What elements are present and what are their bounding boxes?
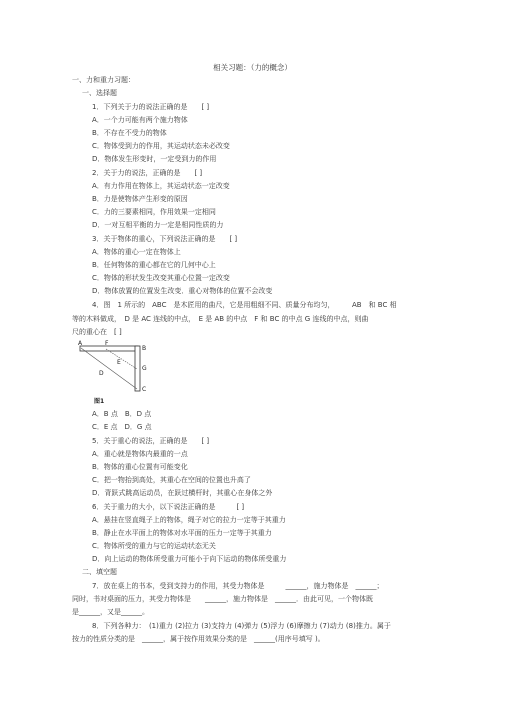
option-text: B．力是使物体产生形变的原因	[92, 195, 188, 203]
label-e: E	[117, 359, 121, 366]
section-heading: 一、力和重力习题：	[72, 76, 135, 84]
option-text: B．静止在水平面上的物体对水平面的压力一定等于其重力	[92, 529, 272, 537]
option-text: A．有力作用在物体上，其运动状态一定改变	[92, 182, 230, 190]
question-2: 2．关于力的说法，正确的是 [ ]	[92, 169, 203, 177]
label-b: B	[142, 345, 147, 352]
question-3: 3．关于物体的重心，下列说法正确的是 [ ]	[92, 235, 238, 243]
question-7: 7．放在桌上的书本，受到支持力的作用，其受力物体是 ______，施力物体是 ______；	[92, 582, 384, 590]
option-text: A．B 点 B．D 点	[92, 410, 152, 418]
question-1: 1．下列关于力的说法正确的是 [ ]	[92, 103, 210, 111]
question-5: 5．关于重心的说法，正确的是 [ ]	[92, 437, 210, 445]
question-6: 6．关于重力的大小，以下说法正确的是 [ ]	[92, 503, 245, 511]
option-text: B．物体的重心位置有可能变化	[92, 463, 188, 471]
option-text: A．重心就是物体内最重的一点	[92, 450, 188, 458]
option-text: C．物体所受的重力与它的运动状态无关	[92, 542, 216, 550]
option-text: D．一对互相平衡的力一定是相同性质的力	[92, 221, 224, 229]
option-text: A．一个力可能有两个施力物体	[92, 116, 188, 124]
label-d: D	[99, 370, 104, 377]
question-8-text: 按力的性质分类的是 ______，属于按作用效果分类的是 ______(用序号填写 )。	[72, 635, 325, 643]
option-text: A．悬挂在竖直绳子上的物体，绳子对它的拉力一定等于其重力	[92, 516, 286, 524]
label-f: F	[105, 340, 109, 347]
subsection-heading: 二、填空题	[82, 568, 117, 576]
option-text: A．物体的重心一定在物体上	[92, 248, 181, 256]
option-text: D．物体发生形变时，一定受到力的作用	[92, 155, 217, 163]
option-text: C．物体的形状发生改变其重心位置一定改变	[92, 274, 230, 282]
label-c: C	[142, 386, 147, 393]
option-text: D．向上运动的物体所受重力可能小于向下运动的物体所受重力	[92, 555, 287, 563]
line-ac	[81, 348, 137, 389]
option-text: D．背跃式跳高运动员，在跃过横杆时，其重心在身体之外	[92, 489, 273, 497]
page-title: 相关习题：（力的概念）	[213, 63, 292, 72]
option-text: C．力的三要素相同，作用效果一定相同	[92, 208, 216, 216]
ruler-arm-ab	[80, 346, 138, 351]
question-4: 4．图 1 所示的 ABC 是木匠用的曲尺，它是用粗细不同、质量分布均匀， AB 和 BC 相	[92, 301, 397, 309]
question-7-text: 是______，又是______。	[72, 608, 149, 616]
question-4-text: 等的木料做成， D 是 AC 连线的中点， E 是 AB 的中点 F 和 BC 的中点 G 连线的中点，则曲	[72, 315, 369, 323]
option-text: C．物体受到力的作用，其运动状态未必改变	[92, 142, 230, 150]
line-fg	[106, 349, 137, 369]
label-a: A	[78, 340, 83, 347]
label-g: G	[142, 365, 147, 372]
option-text: C．把一物抬到高处，其重心在空间的位置也升高了	[92, 476, 251, 484]
figure-caption: 图1	[94, 398, 105, 405]
option-text: B．任何物体的重心都在它的几何中心上	[92, 261, 216, 269]
option-text: C．E 点 D．G 点	[92, 423, 152, 431]
option-text: D．物体放置的位置发生改变．重心对物体的位置不会改变	[92, 287, 273, 295]
question-8: 8．下列各种力： (1)重力 (2)拉力 (3)支持力 (4)弹力 (5)浮力 (6)摩擦力 (7)动力 (8)推力。属于	[92, 622, 391, 630]
subsection-heading: 一、选择题	[82, 89, 117, 97]
figure-1-carpenter-square	[78, 339, 168, 407]
question-4-text: 尺的重心在 [ ]	[72, 328, 122, 336]
question-7-text: 同时，书对桌面的压力，其受力物体是 ______，施力物体是 ______．由此可见，一个物体既	[72, 595, 373, 603]
option-text: B．不存在不受力的物体	[92, 129, 167, 137]
